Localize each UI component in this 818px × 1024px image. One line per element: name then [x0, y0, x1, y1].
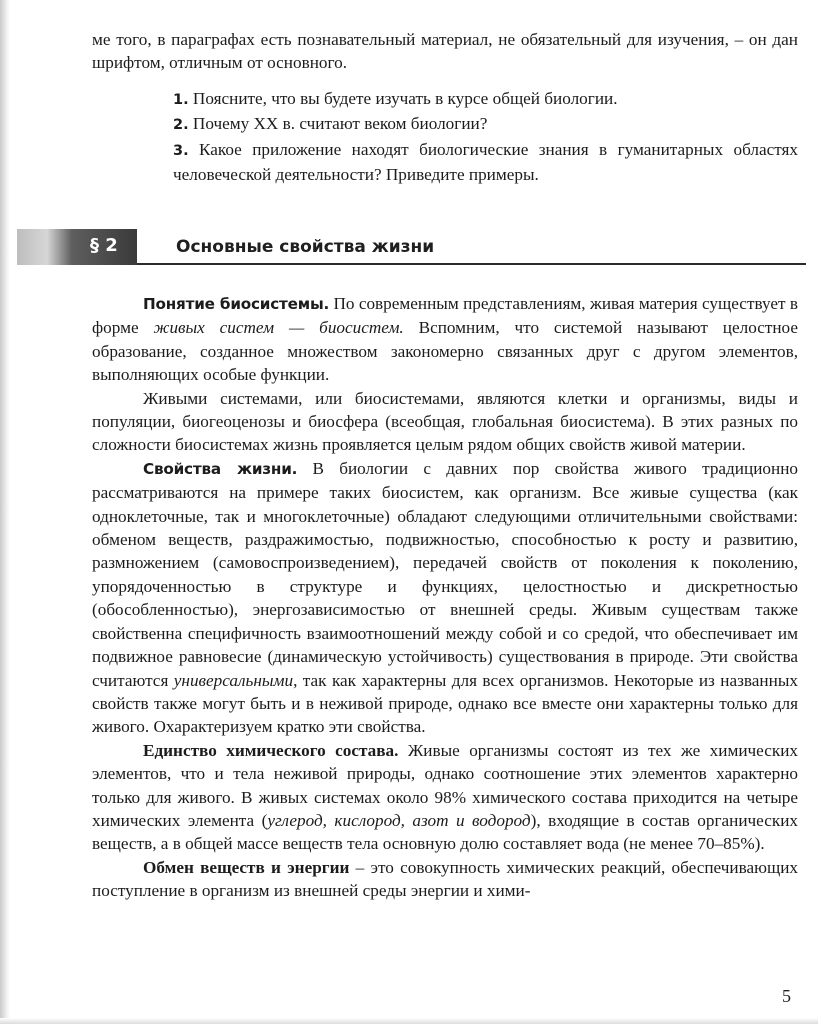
intro-text: ме того, в параграфах есть познавательный материал, не обязательный для изучения, – он дан шрифтом, отличным от основного.	[92, 30, 798, 73]
paragraph-text: Живые организмы состоят из тех же химических элементов, что и тела неживой природы, однако соотношение этих элементов характерно только для живого. В живых системах около 98% химического состава приходится на четыре химических элемента (	[92, 740, 798, 830]
question-number: 2.	[173, 117, 189, 134]
intro-paragraph	[92, 28, 798, 75]
paragraph-text: В биологии с давних пор свойства живого традиционно рассматриваются на примере таких биосистем, как организм. Все живые существа (как одноклеточные, так и многоклеточные) обладают следующими отличительными свойствами: обменом веществ, раздражимостью, подвижностью, способностью к росту и развитию, размножением (самовоспроизведением), передачей свойств от поколения к поколению, упорядоченностью в структуре и функциях, целостностью и дискретностью (обособленностью), энергозависимостью от внешней среды. Живым существам также свойственна специфичность взаимоотношений между собой и со средой, что обеспечивает им подвижное равновесие (динамическую устойчивость) существования в природе. Эти свойства считаются	[92, 458, 798, 690]
paragraph-text: ), входящие в состав органических веществ, а в общей массе веществ тела основную долю составляет вода (не менее 70–85%).	[92, 810, 798, 854]
page-edge-shadow	[0, 0, 10, 1024]
paragraph-metabolism	[92, 856, 798, 903]
italic-term: углерод, кислород, азот и водород	[267, 810, 531, 830]
section-number: § 2	[90, 235, 118, 256]
paragraph-lead: Единство химического состава.	[143, 740, 399, 760]
page-number: 5	[782, 986, 791, 1006]
section-title: Основные свойства жизни	[176, 237, 435, 257]
paragraph-chemical-unity	[92, 739, 798, 856]
page-bottom-shadow	[0, 1018, 818, 1024]
question-item	[173, 87, 798, 112]
question-number: 3.	[173, 142, 189, 159]
paragraph-lead: Свойства жизни.	[143, 459, 298, 478]
italic-term: универсальными	[173, 670, 294, 690]
questions-list	[173, 87, 798, 187]
main-body	[92, 292, 798, 903]
paragraph-text: – это совокупность химических реакций, обеспечивающих поступление в организм из внешней среды энергии и хими-	[92, 857, 798, 901]
paragraph-text: , так как характерны для всех организмов. Некоторые из названных свойств также могут быть и в неживой природе, однако все вместе они характерны только для живого. Охарактеризуем кратко эти свойства.	[92, 670, 798, 737]
paragraph-lead: Понятие биосистемы.	[143, 295, 330, 313]
paragraph-text: По современным представлениям, живая материя существует в форме	[92, 294, 798, 338]
paragraph-biosystem-concept	[92, 292, 798, 387]
question-text: Поясните, что вы будете изучать в курсе общей биологии.	[192, 89, 618, 108]
section-underline	[137, 263, 806, 265]
question-text: Какое приложение находят биологические знания в гуманитарных областях человеческой деятельности? Приведите примеры.	[173, 139, 799, 185]
paragraph-life-properties	[92, 457, 798, 739]
section-header	[17, 229, 806, 265]
question-item	[173, 112, 798, 137]
question-item	[173, 138, 798, 187]
italic-term: живых систем — биосистем.	[153, 318, 404, 338]
section-number-box	[17, 229, 137, 265]
paragraph-lead: Обмен веществ и энергии	[143, 857, 350, 877]
paragraph-text: Вспомним, что системой называют целостное образование, созданное множеством закономерно связанных друг с другом элементов, выполняющих особые функции.	[92, 318, 798, 385]
question-number: 1.	[173, 92, 189, 108]
paragraph-living-systems	[92, 387, 798, 457]
question-text: Почему XX в. считают веком биологии?	[192, 114, 488, 134]
paragraph-text: Живыми системами, или биосистемами, являются клетки и организмы, виды и популяции, биогеоценозы и биосфера (всеобщая, глобальная биосистема). В этих разных по сложности биосистемах жизнь проявляется целым рядом общих свойств живой материи.	[92, 388, 798, 455]
